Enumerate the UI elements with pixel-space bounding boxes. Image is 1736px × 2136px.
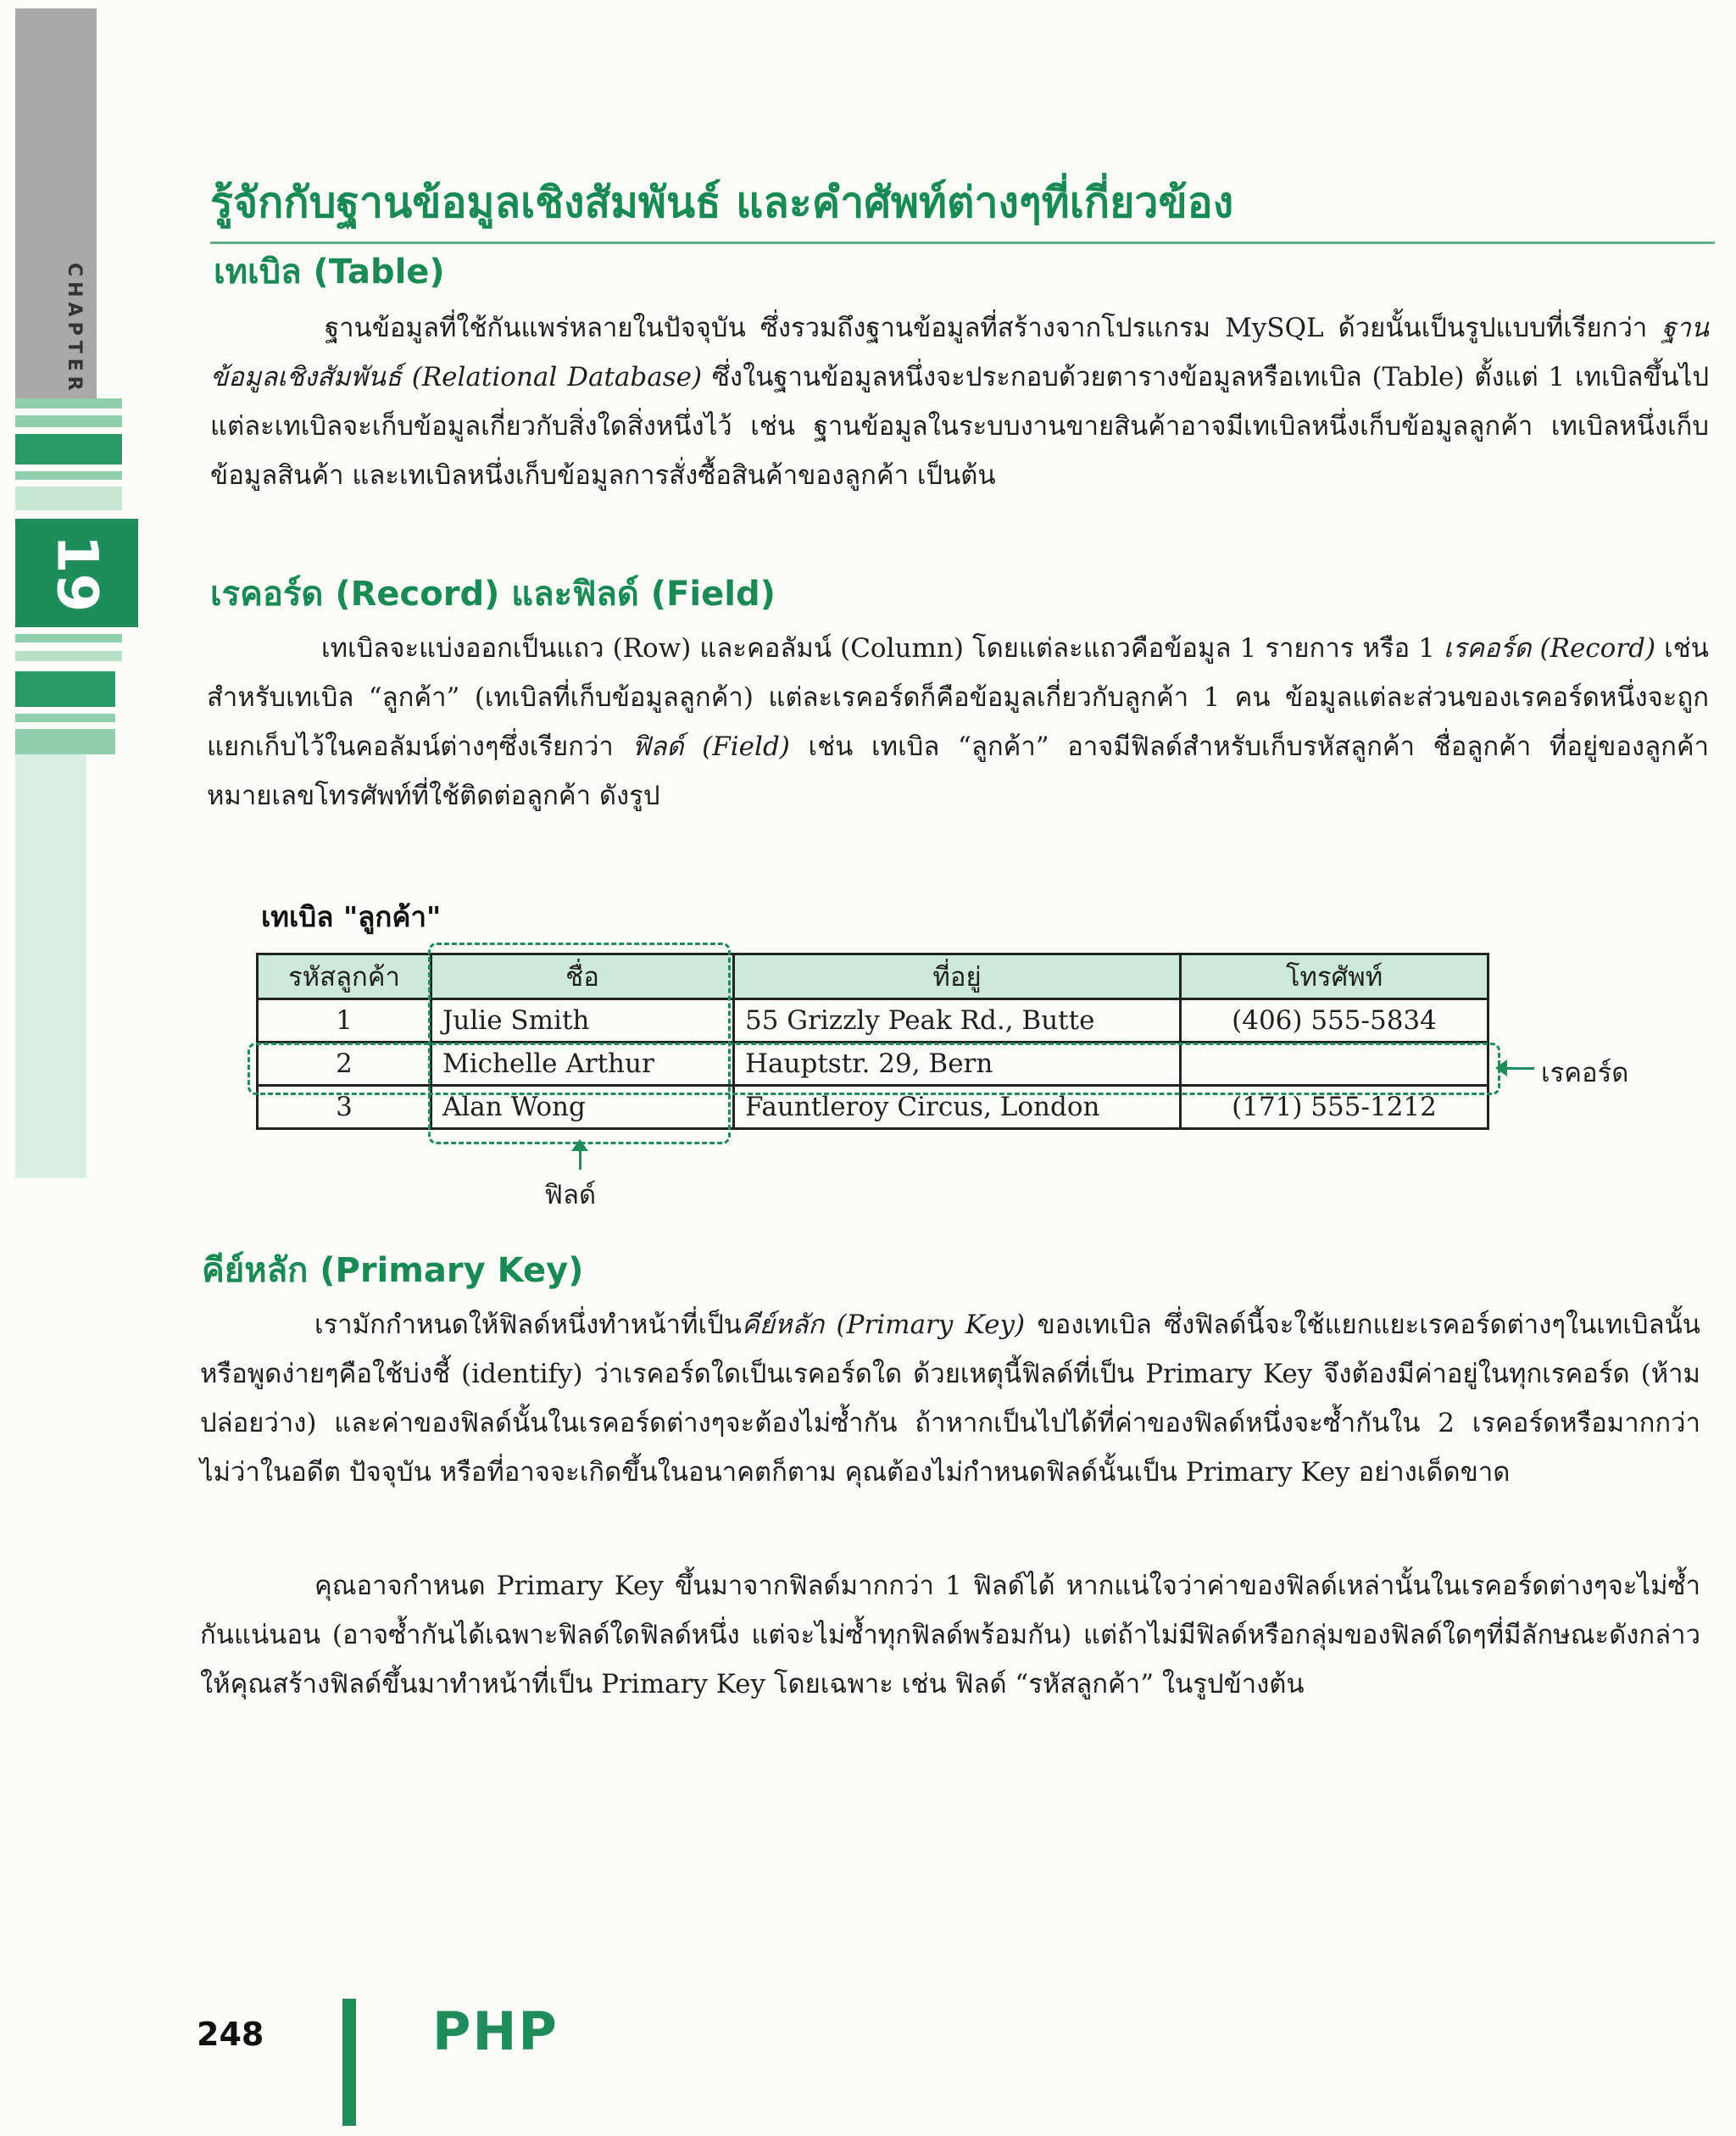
paragraph-primary-key-1: เรามักกำหนดให้ฟิลด์หนึ่งทำหน้าที่เป็นคีย์หลัก (Primary Key) ของเทเบิล ซึ่งฟิลด์นี้จะใช้แยกแยะเรคอร์ดต่างๆในเทเบิลนั้น หรือพูดง่ายๆคือใช้บ่งชี้ (identify) ว่าเรคอร์ดใดเป็นเรคอร์ดใด ด้วยเหตุนี้ฟิลด์ที่เป็น Primary Key จึงต้องมีค่าอยู่ในทุกเรคอร์ด (ห้ามปล่อยว่าง) และค่าของฟิลด์นั้นในเรคอร์ดต่างๆจะต้องไม่ซ้ำกัน ถ้าหากเป็นไปได้ที่ค่าของฟิลด์หนึ่งจะซ้ำกันใน 2 เรคอร์ดหรือมากกว่า ไม่ว่าในอดีต ปัจจุบัน หรือที่อาจจะเกิดขึ้นในอนาคตก็ตาม คุณต้องไม่กำหนดฟิลด์นั้นเป็น Primary Key อย่างเด็ดขาด xyxy=(200,1310,1700,1488)
table-row xyxy=(258,1043,1488,1086)
sidebar-stripe xyxy=(15,471,122,480)
column-header: โทรศัพท์ xyxy=(1181,954,1488,999)
page-title: รู้จักกับฐานข้อมูลเชิงสัมพันธ์ และคำศัพท์ต่างๆที่เกี่ยวข้อง xyxy=(210,170,1715,244)
sidebar-stripe xyxy=(15,671,115,707)
heading-table: เทเบิล (Table) xyxy=(214,253,445,292)
table-caption: เทเบิล "ลูกค้า" xyxy=(261,900,442,933)
table-cell: (171) 555-1212 xyxy=(1181,1086,1488,1129)
field-label: ฟิลด์ xyxy=(544,1180,597,1210)
table-cell: Julie Smith xyxy=(431,999,734,1043)
customer-table xyxy=(256,953,1489,1130)
column-header: ที่อยู่ xyxy=(734,954,1181,999)
table-row xyxy=(258,1086,1488,1129)
chapter-number-tab xyxy=(15,519,138,627)
sidebar-stripe xyxy=(15,729,115,754)
paragraph-primary-key-2: คุณอาจกำหนด Primary Key ขึ้นมาจากฟิลด์มากกว่า 1 ฟิลด์ได้ หากแน่ใจว่าค่าของฟิลด์เหล่านั้นในเรคอร์ดต่างๆจะไม่ซ้ำกันแน่นอน (อาจซ้ำกันได้เฉพาะฟิลด์ใดฟิลด์หนึ่ง แต่จะไม่ซ้ำทุกฟิลด์พร้อมกัน) แต่ถ้าไม่มีฟิลด์หรือกลุ่มของฟิลด์ใดๆที่มีลักษณะดังกล่าว ให้คุณสร้างฟิลด์ขึ้นมาทำหน้าที่เป็น Primary Key โดยเฉพาะ เช่น ฟิลด์ “รหัสลูกค้า” ในรูปข้างต้น xyxy=(200,1571,1700,1699)
table-header-row xyxy=(258,954,1488,999)
sidebar-stripe xyxy=(15,415,122,427)
table-cell: Hauptstr. 29, Bern xyxy=(734,1043,1181,1086)
field-arrow-icon xyxy=(579,1144,581,1170)
column-header: ชื่อ xyxy=(431,954,734,999)
chapter-label: CHAPTER xyxy=(64,263,85,396)
footer-divider xyxy=(342,1999,356,2126)
table-cell xyxy=(1181,1043,1488,1086)
sidebar-stripe xyxy=(15,634,122,642)
book-title: PHP xyxy=(432,2000,559,2062)
record-label: เรคอร์ด xyxy=(1541,1058,1629,1088)
table-cell: Michelle Arthur xyxy=(431,1043,734,1086)
table-cell: 2 xyxy=(258,1043,431,1086)
sidebar-pale-band xyxy=(15,754,86,1178)
heading-record-field: เรคอร์ด (Record) และฟิลด์ (Field) xyxy=(210,575,776,614)
sidebar-stripe xyxy=(15,434,122,464)
sidebar-stripe xyxy=(15,398,122,409)
sidebar-stripe xyxy=(15,714,115,722)
column-header: รหัสลูกค้า xyxy=(258,954,431,999)
table-cell: 1 xyxy=(258,999,431,1043)
table-cell: (406) 555-5834 xyxy=(1181,999,1488,1043)
table-cell: 55 Grizzly Peak Rd., Butte xyxy=(734,999,1181,1043)
table-row xyxy=(258,999,1488,1043)
record-arrow-icon xyxy=(1500,1067,1534,1070)
paragraph-table: ฐานข้อมูลที่ใช้กันแพร่หลายในปัจจุบัน ซึ่งรวมถึงฐานข้อมูลที่สร้างจากโปรแกรม MySQL ด้วยนั้นเป็นรูปแบบที่เรียกว่า ฐานข้อมูลเชิงสัมพันธ์ (Relational Database) ซึ่งในฐานข้อมูลหนึ่งจะประกอบด้วยตารางข้อมูลหรือเทเบิล (Table) ตั้งแต่ 1 เทเบิลขึ้นไป แต่ละเทเบิลจะเก็บข้อมูลเกี่ยวกับสิ่งใดสิ่งหนึ่งไว้ เช่น ฐานข้อมูลในระบบงานขายสินค้าอาจมีเทเบิลหนึ่งเก็บข้อมูลลูกค้า เทเบิลหนึ่งเก็บข้อมูลสินค้า และเทเบิลหนึ่งเก็บข้อมูลการสั่งซื้อสินค้าของลูกค้า เป็นต้น xyxy=(210,313,1709,491)
heading-primary-key: คีย์หลัก (Primary Key) xyxy=(202,1251,584,1290)
table-cell: Fauntleroy Circus, London xyxy=(734,1086,1181,1129)
table-cell: 3 xyxy=(258,1086,431,1129)
page-number: 248 xyxy=(197,2016,264,2053)
paragraph-record-field: เทเบิลจะแบ่งออกเป็นแถว (Row) และคอลัมน์ (Column) โดยแต่ละแถวคือข้อมูล 1 รายการ หรือ 1 เรคอร์ด (Record) เช่นสำหรับเทเบิล “ลูกค้า” (เทเบิลที่เก็บข้อมูลลูกค้า) แต่ละเรคอร์ดก็คือข้อมูลเกี่ยวกับลูกค้า 1 คน ข้อมูลแต่ละส่วนของเรคอร์ดหนึ่งจะถูกแยกเก็บไว้ในคอลัมน์ต่างๆซึ่งเรียกว่า ฟิลด์ (Field) เช่น เทเบิล “ลูกค้า” อาจมีฟิลด์สำหรับเก็บรหัสลูกค้า ชื่อลูกค้า ที่อยู่ของลูกค้า หมายเลขโทรศัพท์ที่ใช้ติดต่อลูกค้า ดังรูป xyxy=(207,633,1709,811)
sidebar-stripe xyxy=(15,651,122,661)
table-cell: Alan Wong xyxy=(431,1086,734,1129)
chapter-number: 19 xyxy=(43,534,109,612)
sidebar-stripe xyxy=(15,487,122,510)
